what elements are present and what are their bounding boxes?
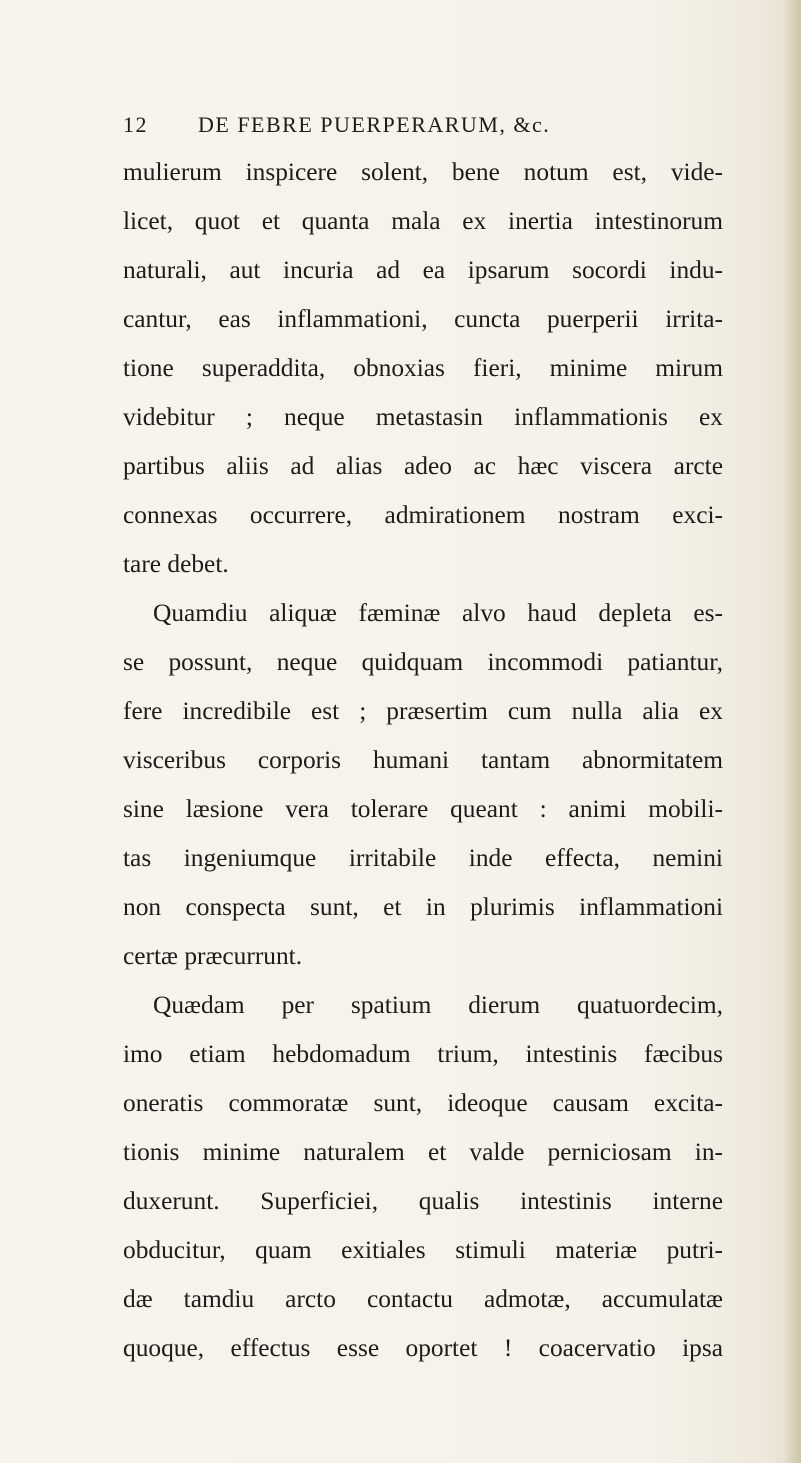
text-line: cantur, eas inflammationi, cuncta puerperii irrita-	[123, 305, 723, 333]
text-line: obducitur, quam exitiales stimuli materiæ putri-	[123, 1236, 723, 1264]
text-line: imo etiam hebdomadum trium, intestinis fæcibus	[123, 1040, 723, 1068]
text-line: quoque, effectus esse oportet ! coacervatio ipsa	[123, 1334, 723, 1362]
text-line: naturali, aut incuria ad ea ipsarum socordi indu-	[123, 256, 723, 284]
page-edge-shadow	[783, 0, 801, 1463]
text-line: dæ tamdiu arcto contactu admotæ, accumulatæ	[123, 1285, 723, 1313]
paragraph-start-line: Quamdiu aliquæ fæminæ alvo haud depleta es-	[153, 599, 723, 627]
paragraph-start-line: Quædam per spatium dierum quatuordecim,	[153, 991, 723, 1019]
text-line: licet, quot et quanta mala ex inertia intestinorum	[123, 207, 723, 235]
text-line: se possunt, neque quidquam incommodi patiantur,	[123, 648, 723, 676]
page-header	[123, 112, 703, 146]
paragraph-end-line: tare debet.	[123, 550, 229, 578]
text-line: oneratis commoratæ sunt, ideoque causam excita-	[123, 1089, 723, 1117]
text-line: videbitur ; neque metastasin inflammationis ex	[123, 403, 723, 431]
text-line: non conspecta sunt, et in plurimis inflammationi	[123, 893, 723, 921]
text-line: connexas occurrere, admirationem nostram exci-	[123, 501, 723, 529]
body-text	[123, 148, 723, 1373]
text-line: duxerunt. Superficiei, qualis intestinis interne	[123, 1187, 723, 1215]
text-line: tas ingeniumque irritabile inde effecta, nemini	[123, 844, 723, 872]
text-line: visceribus corporis humani tantam abnormitatem	[123, 746, 723, 774]
text-line: mulierum inspicere solent, bene notum est, vide-	[123, 158, 723, 186]
text-line: partibus aliis ad alias adeo ac hæc viscera arcte	[123, 452, 723, 480]
paragraph-end-line: certæ præcurrunt.	[123, 942, 303, 970]
running-head: DE FEBRE PUERPERARUM, &c.	[198, 112, 551, 137]
text-line: sine læsione vera tolerare queant : animi mobili-	[123, 795, 723, 823]
text-line: tione superaddita, obnoxias fieri, minime mirum	[123, 354, 723, 382]
page-number: 12	[123, 112, 148, 137]
text-line: fere incredibile est ; præsertim cum nulla alia ex	[123, 697, 723, 725]
text-line: tionis minime naturalem et valde perniciosam in-	[123, 1138, 723, 1166]
